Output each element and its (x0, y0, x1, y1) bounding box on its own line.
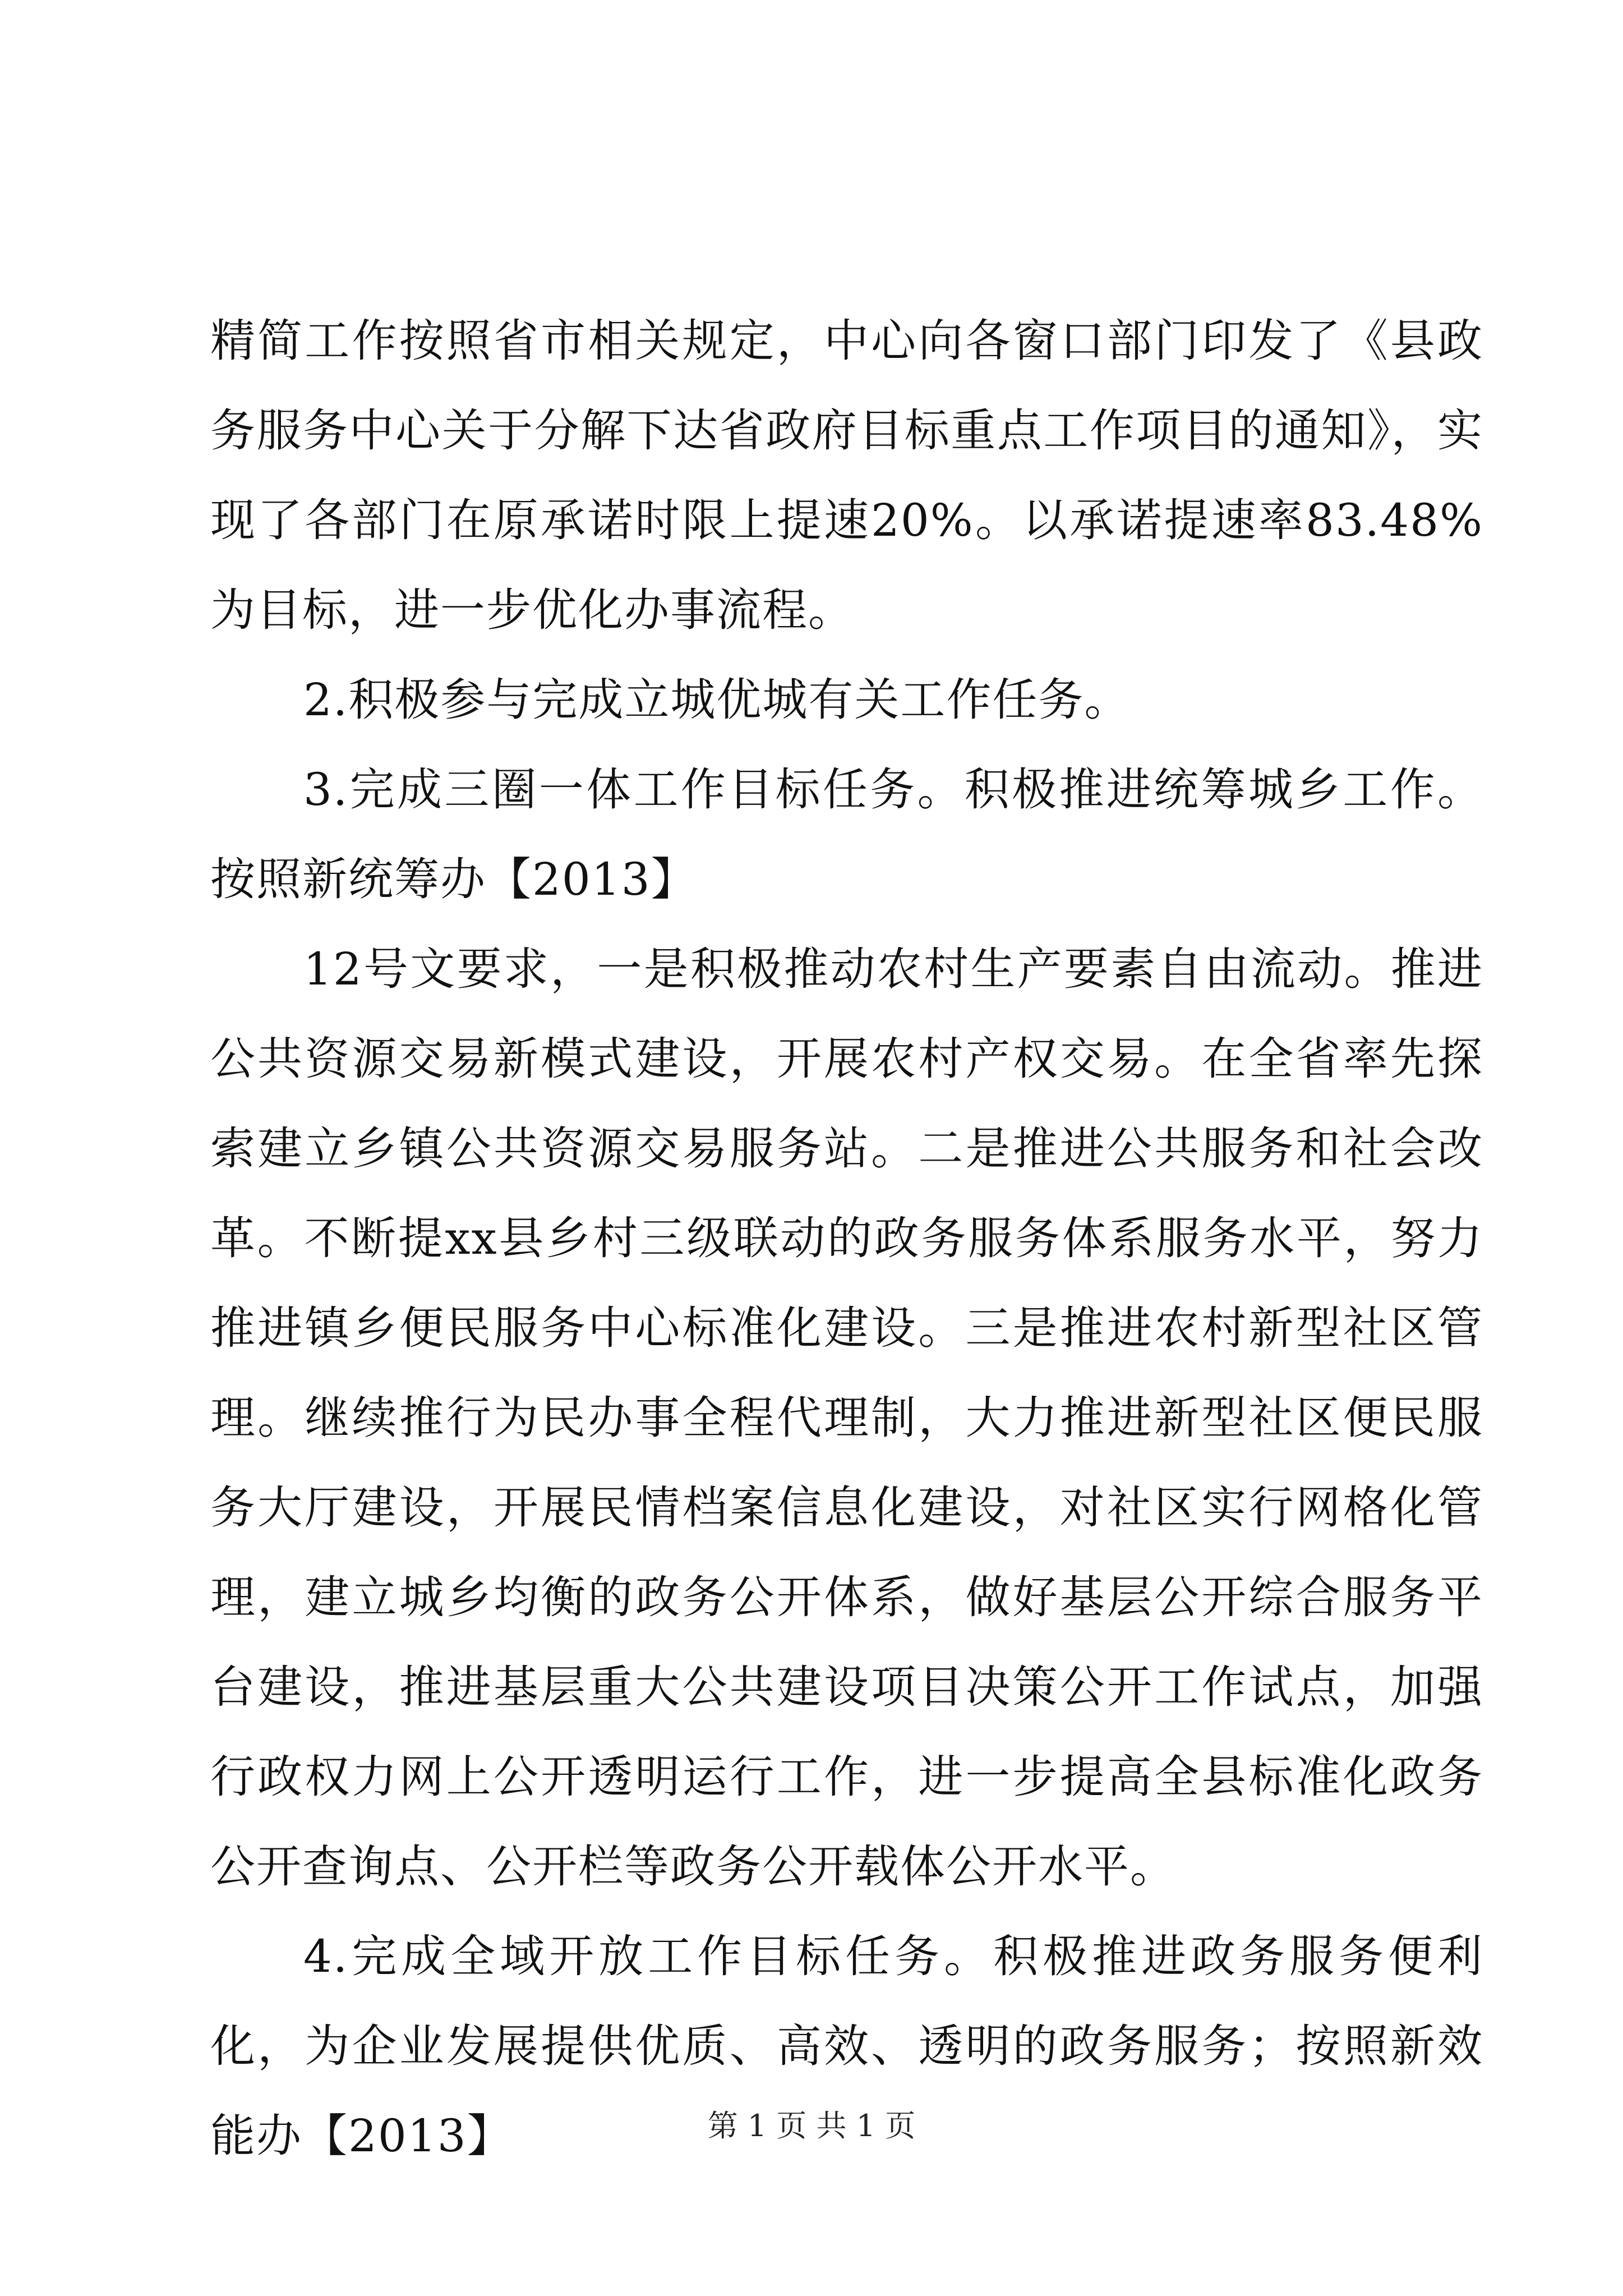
paragraph-item-3-detail: 12号文要求，一是积极推动农村生产要素自由流动。推进公共资源交易新模式建设，开展农村产权交易。在全省率先探索建立乡镇公共资源交易服务站。二是推进公共服务和社会改革。不断提xx县乡村三级联动的政务服务体系服务水平，努力推进镇乡便民服务中心标准化建设。三是推进农村新型社区管理。继续推行为民办事全程代理制，大力推进新型社区便民服务大厅建设，开展民情档案信息化建设，对社区实行网格化管理，建立城乡均衡的政务公开体系，做好基层公开综合服务平台建设，推进基层重大公共建设项目决策公开工作试点，加强行政权力网上公开透明运行工作，进一步提高全县标准化政务公开查询点、公开栏等政务公开载体公开水平。 (210, 943, 1483, 1893)
paragraph-item-4: 4.完成全域开放工作目标任务。积极推进政务服务便利化，为企业发展提供优质、高效、透明的政务服务；按照新效能办【2013】 (210, 1930, 1483, 2162)
paragraph-item-3: 3.完成三圈一体工作目标任务。积极推进统筹城乡工作。按照新统筹办【2013】 (210, 763, 1483, 905)
paragraph-item-2: 2.积极参与完成立城优城有关工作任务。 (303, 674, 1131, 726)
page-footer: 第 1 页 共 1 页 (707, 2108, 916, 2143)
paragraph-continuation: 精简工作按照省市相关规定，中心向各窗口部门印发了《县政务服务中心关于分解下达省政府目标重点工作项目的通知》，实现了各部门在原承诺时限上提速20%。以承诺提速率83.48%为目标，进一步优化办事流程。 (210, 315, 1483, 636)
document-body (210, 296, 1483, 2181)
